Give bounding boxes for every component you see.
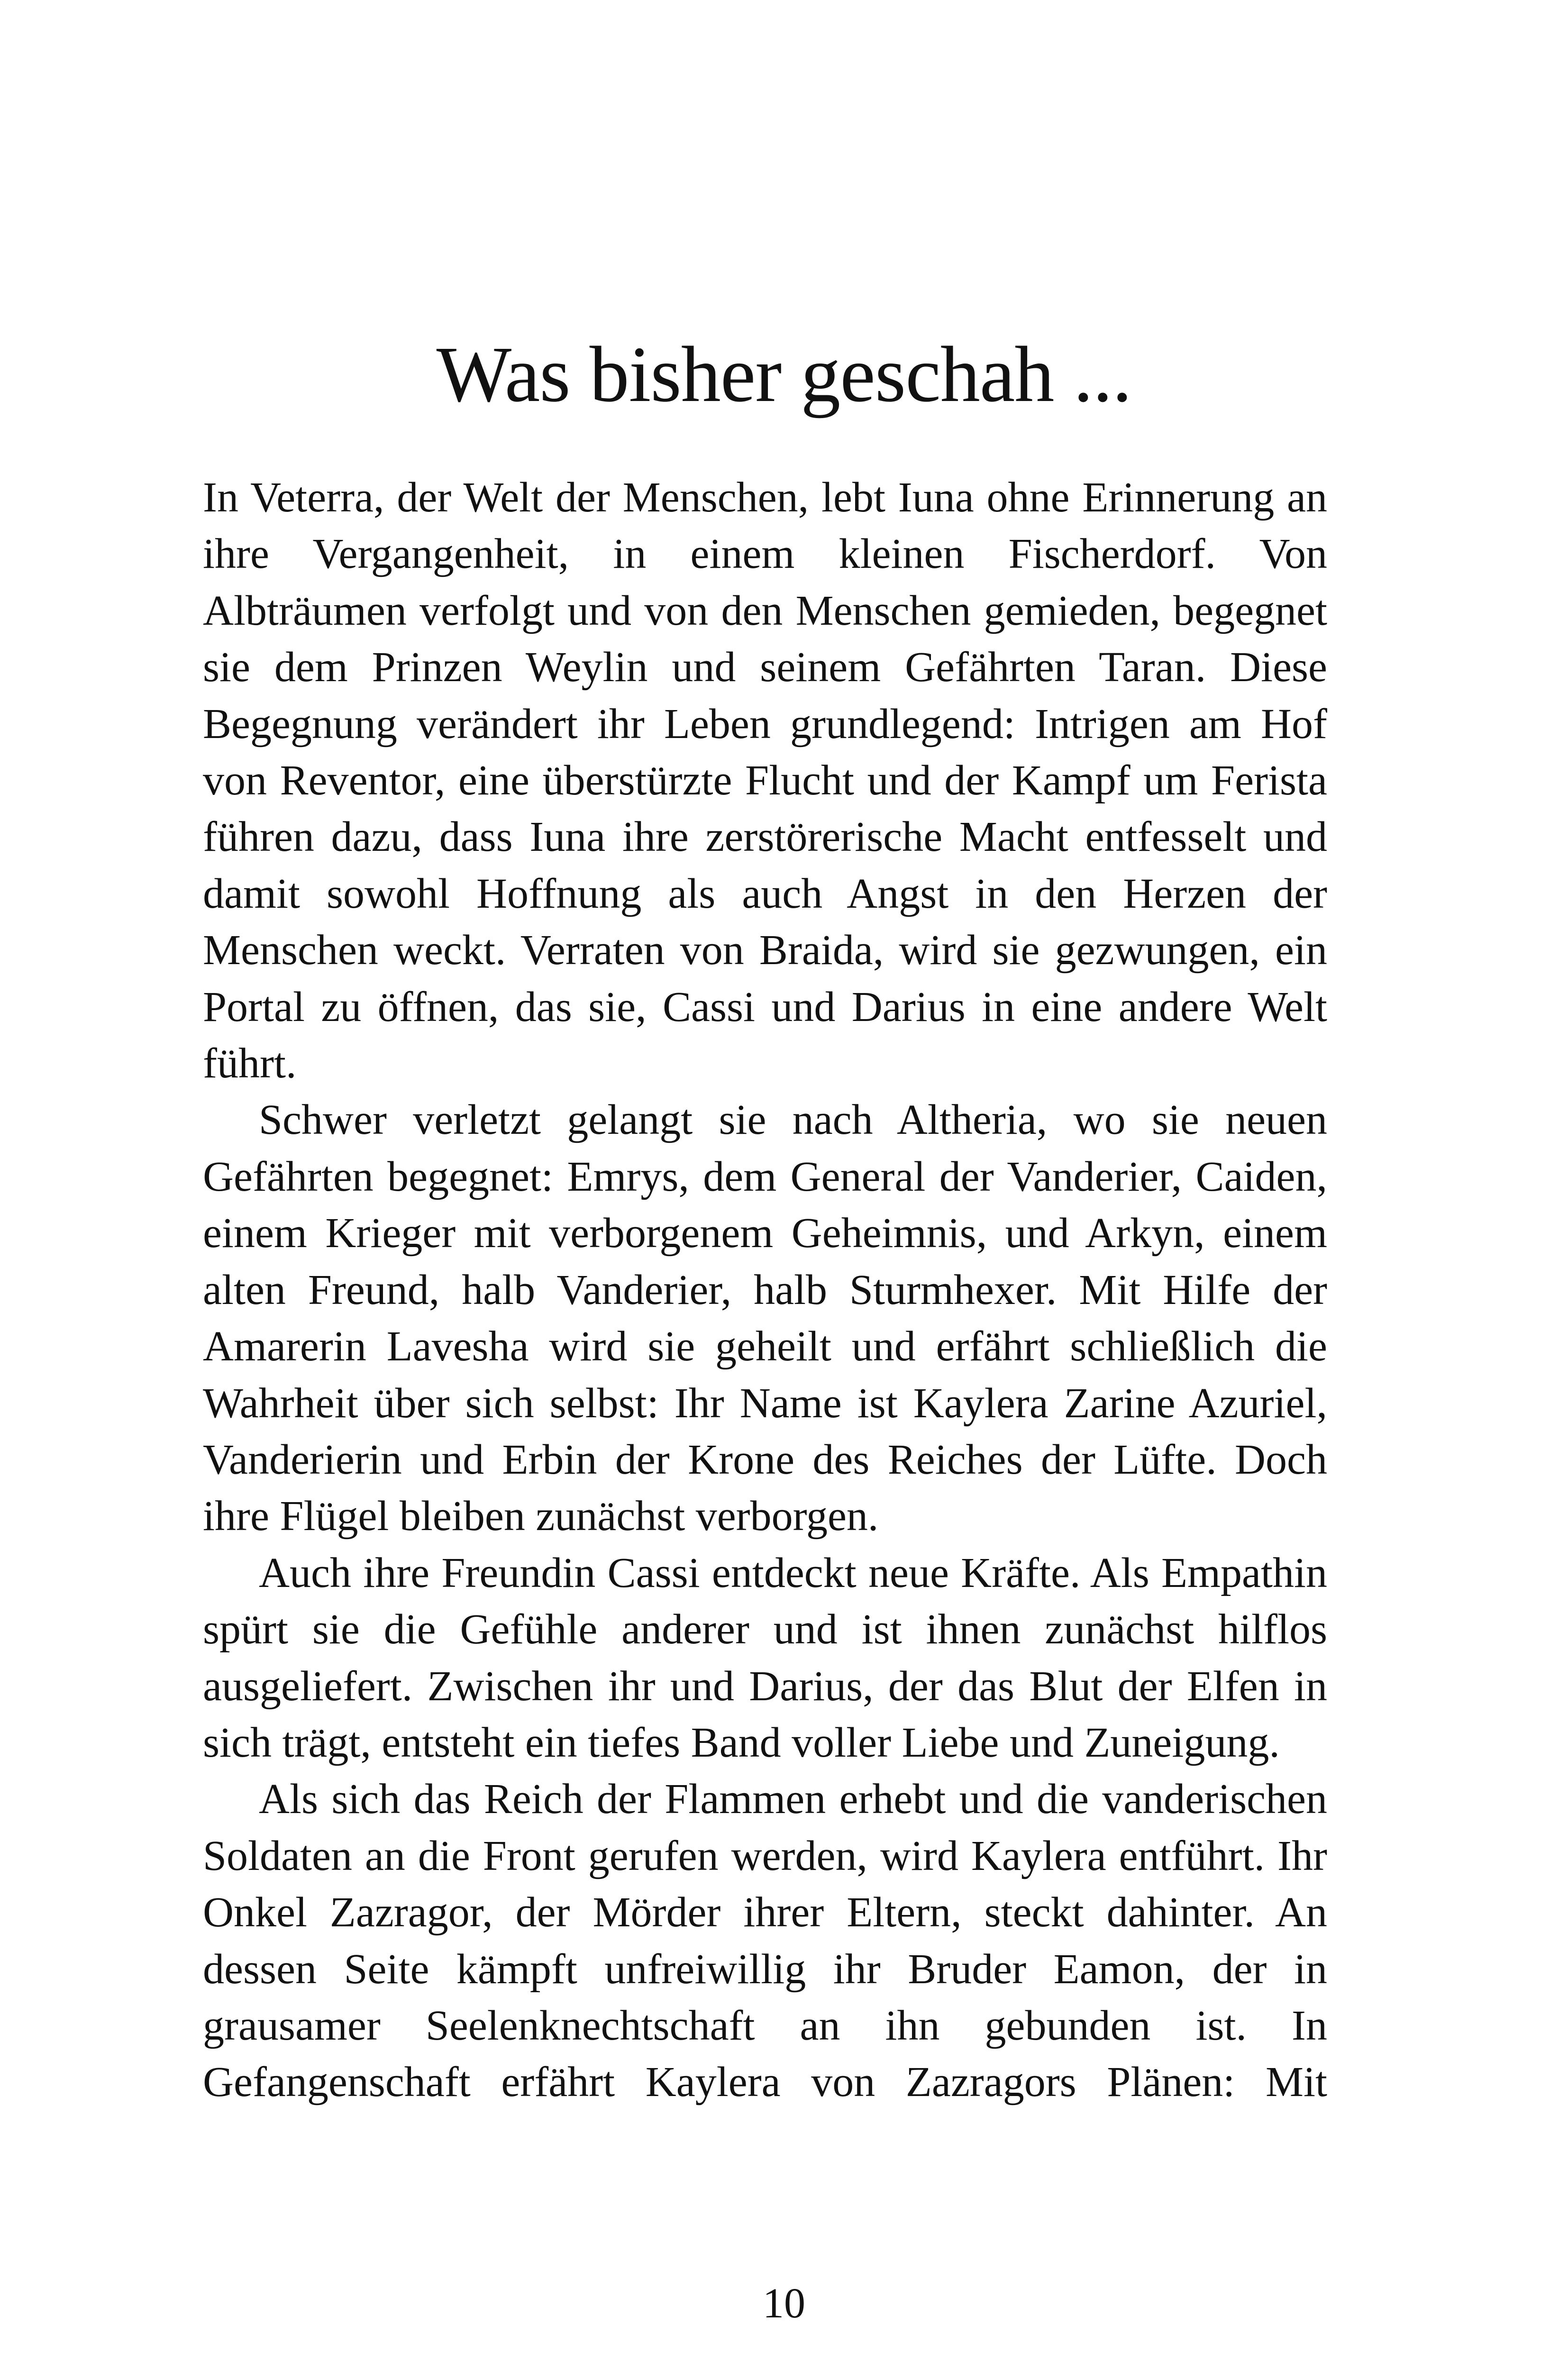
body-text xyxy=(203,469,1327,2111)
paragraph-4: Als sich das Reich der Flammen erhebt und die vanderischen Soldaten an die Front gerufen werden, wird Kaylera entführt. Ihr Onkel Zazragor, der Mörder ihrer Eltern, steckt dahinter. An dessen Seite kämpft unfreiwillig ihr Bruder Eamon, der in grausamer Seelenknechtschaft an ihn gebunden ist. In Gefangenschaft erfährt Kaylera von Zazragors Plänen: Mit xyxy=(203,1776,1327,2106)
page-number: 10 xyxy=(763,2280,805,2327)
paragraph-1: In Veterra, der Welt der Menschen, lebt Iuna ohne Erinnerung an ihre Vergangenheit, in einem kleinen Fischerdorf. Von Albträumen verfolgt und von den Menschen gemieden, begegnet sie dem Prinzen Weylin und seinem Gefährten Taran. Diese Begegnung verändert ihr Leben grundlegend: Intrigen am Hof von Reventor, eine überstürzte Flucht und der Kampf um Ferista führen dazu, dass Iuna ihre zerstörerische Macht entfesselt und damit sowohl Hoffnung als auch Angst in den Herzen der Menschen weckt. Verraten von Braida, wird sie gezwungen, ein Portal zu öffnen, das sie, Cassi und Darius in eine andere Welt führt. xyxy=(203,474,1327,1087)
chapter-title: Was bisher geschah ... xyxy=(436,330,1132,419)
paragraph-3: Auch ihre Freundin Cassi entdeckt neue Kräfte. Als Empathin spürt sie die Gefühle anderer und ist ihnen zunächst hilflos ausgeliefert. Zwischen ihr und Darius, der das Blut der Elfen in sich trägt, entsteht ein tiefes Band voller Liebe und Zuneigung. xyxy=(203,1549,1327,1766)
paragraph-2: Schwer verletzt gelangt sie nach Altheria, wo sie neuen Gefährten begegnet: Emrys, dem General der Vanderier, Caiden, einem Krieger mit verborgenem Geheimnis, und Arkyn, einem alten Freund, halb Vanderier, halb Sturmhexer. Mit Hilfe der Amarerin Lavesha wird sie geheilt und erfährt schließlich die Wahrheit über sich selbst: Ihr Name ist Kaylera Zarine Azuriel, Vanderierin und Erbin der Krone des Reiches der Lüfte. Doch ihre Flügel bleiben zunächst verborgen. xyxy=(203,1096,1327,1540)
